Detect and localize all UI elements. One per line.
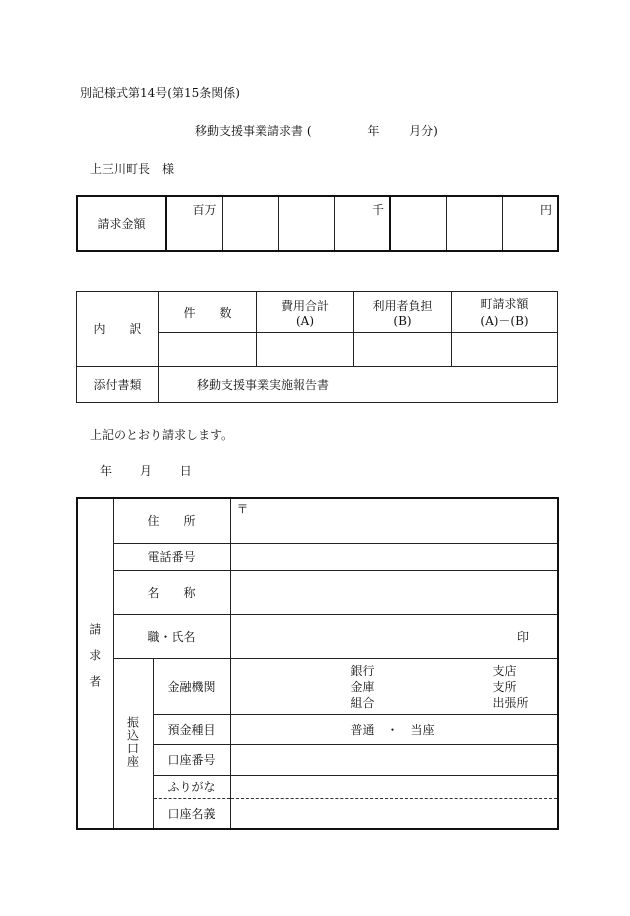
- transfer-account-label: [113, 658, 153, 829]
- bank-field[interactable]: [230, 658, 558, 714]
- col-total-label: 費用合計: [280, 298, 329, 313]
- phone-field[interactable]: [230, 543, 558, 570]
- date-day: 日: [179, 464, 192, 478]
- claimant-side-label: [77, 498, 113, 829]
- account-name-label: 口座名義: [153, 798, 230, 829]
- title-text: 移動支援事業請求書 (: [195, 124, 312, 138]
- furigana-field[interactable]: [230, 775, 558, 798]
- breakdown-table: [76, 291, 558, 403]
- account-name-field[interactable]: [230, 798, 558, 829]
- col-user-header: [354, 292, 452, 333]
- amount-table: [76, 195, 559, 252]
- col-user-sub: (B): [393, 313, 412, 328]
- title-name-label: 職・氏名: [113, 614, 230, 658]
- col-count-header: 件 数: [159, 292, 257, 333]
- bank-type: 金庫: [350, 679, 375, 694]
- col-town-label: 町請求額: [480, 297, 529, 312]
- bank-label: 金融機関: [153, 658, 230, 714]
- statement: 上記のとおり請求します。: [90, 428, 234, 442]
- branch-type: 支所: [492, 679, 517, 694]
- address-label: 住 所: [113, 498, 230, 543]
- amount-label: 請求金額: [77, 196, 166, 251]
- transfer-account-text: 振込口座: [125, 715, 140, 768]
- title-month: 月分): [409, 124, 438, 138]
- document-title: [195, 122, 438, 139]
- claimant-side-text: 請求者: [87, 623, 102, 701]
- user-value-cell[interactable]: [354, 333, 452, 366]
- deposit-field[interactable]: [230, 714, 558, 744]
- count-value-cell[interactable]: [159, 333, 257, 366]
- amount-digit-cell[interactable]: [390, 196, 446, 251]
- deposit-label: 預金種目: [153, 714, 230, 744]
- unit-yen: 円: [539, 203, 552, 217]
- form-number: 別記様式第14号(第15条関係): [80, 86, 240, 100]
- col-user-label: 利用者負担: [372, 298, 433, 313]
- col-town-header: [452, 292, 558, 333]
- col-town-sub: (A)－(B): [480, 314, 529, 329]
- unit-million: 百万: [192, 203, 217, 217]
- date-year: 年: [100, 464, 113, 478]
- name-label: 名 称: [113, 570, 230, 614]
- amount-thousand-cell[interactable]: [334, 196, 390, 251]
- branch-types: [493, 663, 529, 711]
- amount-yen-cell[interactable]: [502, 196, 558, 251]
- address-field[interactable]: [230, 498, 558, 543]
- title-year: 年: [367, 124, 380, 138]
- account-number-field[interactable]: [230, 744, 558, 775]
- phone-label: 電話番号: [113, 543, 230, 570]
- amount-digit-cell[interactable]: [278, 196, 334, 251]
- date-line: [100, 462, 192, 479]
- branch-type: 出張所: [492, 695, 529, 710]
- postal-mark: 〒: [236, 502, 249, 516]
- attach-text: 移動支援事業実施報告書: [197, 377, 330, 392]
- bank-types: [351, 663, 375, 711]
- col-total-header: [257, 292, 354, 333]
- furigana-label: ふりがな: [153, 775, 230, 798]
- total-value-cell[interactable]: [257, 333, 354, 366]
- col-total-sub: (A): [295, 313, 315, 328]
- deposit-value: 普通 ・ 当座: [350, 722, 435, 737]
- addressee: 上三川町長 様: [90, 162, 175, 176]
- seal-mark: 印: [517, 629, 530, 644]
- breakdown-label: 内 訳: [77, 292, 159, 367]
- date-month: 月: [139, 464, 152, 478]
- amount-digit-cell[interactable]: [446, 196, 502, 251]
- town-value-cell[interactable]: [452, 333, 558, 366]
- name-field[interactable]: [230, 570, 558, 614]
- claimant-table: [76, 497, 559, 830]
- title-name-field[interactable]: [230, 614, 558, 658]
- amount-million-cell[interactable]: [166, 196, 222, 251]
- unit-thousand: 千: [371, 203, 384, 217]
- amount-digit-cell[interactable]: [222, 196, 278, 251]
- bank-type: 組合: [350, 695, 375, 710]
- bank-type: 銀行: [350, 663, 375, 678]
- account-number-label: 口座番号: [153, 744, 230, 775]
- branch-type: 支店: [492, 663, 517, 678]
- attach-label: 添付書類: [77, 366, 159, 402]
- attach-value: [159, 366, 558, 402]
